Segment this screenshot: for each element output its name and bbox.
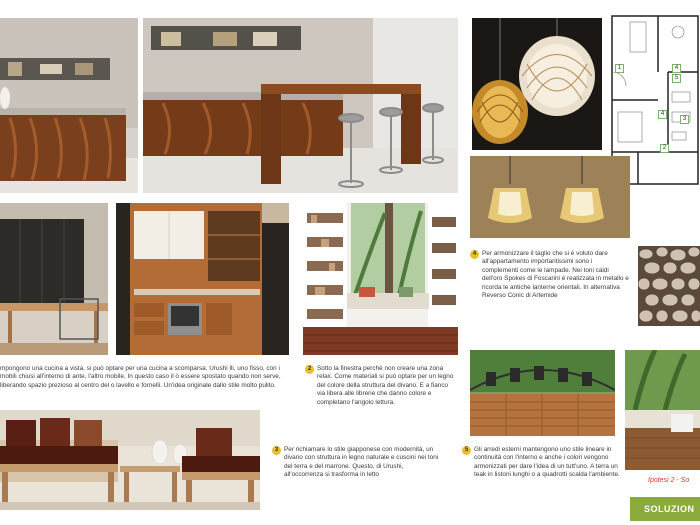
caption-5 [462,446,622,480]
photo-dark-kitchen [0,203,108,355]
caption-4 [470,250,630,300]
caption-3-text: Per richiamare lo stile giapponese con modernità, un divano con struttura in legno naturale e cuscini nei toni del terra e del marrone. Questo, di Urushi, all'occorrenza si trasforma in letto [284,446,439,479]
plan-marker-4b: 4 [658,110,667,119]
caption-5-number-badge: 5 [462,446,471,455]
plan-marker-2: 2 [660,144,669,153]
plan-marker-5: 5 [672,74,681,83]
solution-button[interactable]: SOLUZION [630,497,700,521]
photo-hidden-kitchen [116,203,289,355]
photo-outdoor-terrace [470,350,615,436]
caption-4-text: Per armonizzare il taglio che si è voluto dare all'appartamento importantissimi sono i complementi come le lampade. Nei toni caldi dell'oro Spokes di Foscarini è realizzata in metallo e ricorda le antiche lanterne orientali. In alternativa Reverso Conic di Artemide [482,250,629,300]
caption-2 [305,365,455,407]
photo-kitchen-island-1 [0,18,138,193]
caption-4-number-badge: 4 [470,250,479,259]
plan-marker-1: 1 [615,64,624,73]
photo-terrace-plants [625,350,700,470]
photo-kitchen-island-2 [143,18,458,193]
caption-3 [272,446,440,480]
photo-reverso-lamps [470,156,630,238]
caption-2-number-badge: 2 [305,365,314,374]
caption-2-text: Sotto la finestra perchè non creare una zona relax. Come materiali si può optare per un legno del colore della struttura del divano. E a fianco via libera alle librerie che danno colore e completano l'angolo lettura. [317,365,454,406]
caption-5-text: Gli arredi esterni mantengono uno stile lineare in continuità con l'interno e anche i colori vengono armonizzati per dare l'idea di un tutt'uno. A terra un teak in listoni lunghi o a quadrotti scalda l'ambiente. [474,446,620,479]
photo-reading-nook [303,203,458,355]
caption-3-number-badge: 3 [272,446,281,455]
photo-spokes-lamps [472,18,602,150]
photo-pebbles [638,246,700,326]
plan-marker-3: 3 [680,115,689,124]
ipotesi-label: Ipotesi 2 - So [648,477,690,484]
plan-marker-4a: 4 [672,64,681,73]
photo-urushi-sofa [0,410,260,510]
caption-1-text: mpongono una cucina a vista, si può optare per una cucina a scomparsa. Urushi lli, uno fisso, con i mobili chiusi all'interno di ante, l'altro mobile. In questo caso il ò essere spostato quando non serve, liberando spazio prezioso al centro del o lavello e fornelli. Un'idea originale dallo stile molto pulito. [0,365,281,389]
caption-1 [0,365,295,390]
